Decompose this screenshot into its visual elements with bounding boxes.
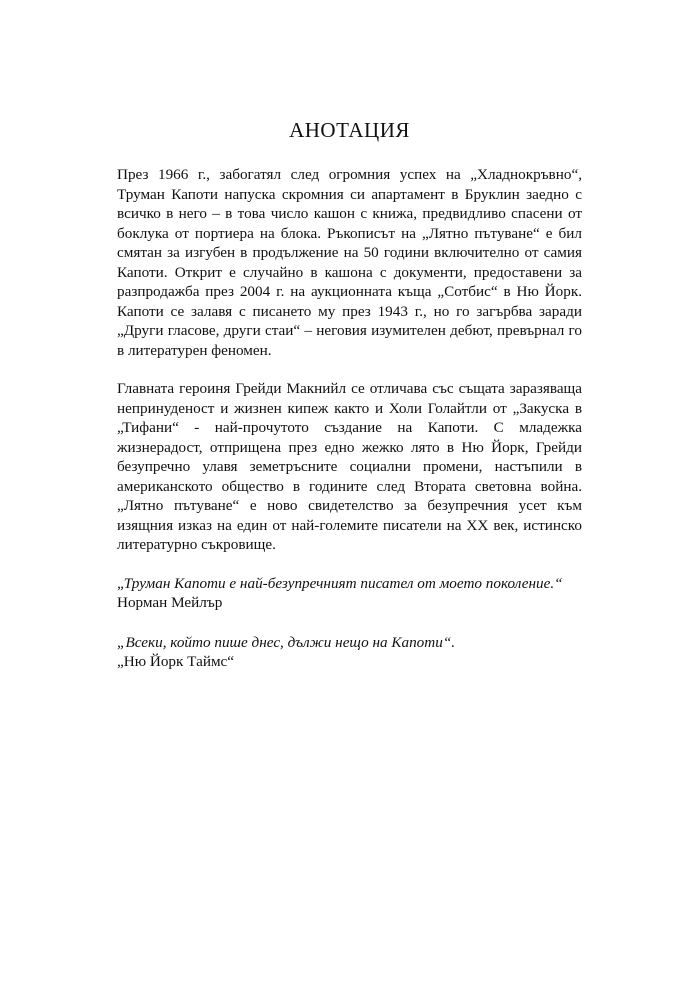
page-title: АНОТАЦИЯ (289, 118, 410, 142)
paragraph-history: През 1966 г., забогатял след огромния успех на „Хладнокръвно“, Труман Капоти напуска скромния си апартамент в Бруклин заедно с всичко в него – в това число кашон с книжа, предвидливо спасени от боклука от портиера на блока. Ръкописът на „Лятно пътуване“ е бил смятан за изгубен в продължение на 50 години включително от самия Капоти. Открит е случайно в кашона с документи, предоставени за разпродажба през 2004 г. на аукционната къща „Сотбис“ в Ню Йорк. Капоти се залавя с писането му през 1943 г., но го загърбва заради „Други гласове, други стаи“ – неговия изумителен дебют, превърнал го в литературен феномен. (117, 166, 582, 359)
quote-mailer (117, 574, 582, 613)
quote-nytimes (117, 633, 582, 672)
quote-author: Норман Мейлър (117, 594, 223, 611)
quote-text: „Труман Капоти е най-безупречният писател от моето поколение.“ (117, 574, 563, 592)
quote-text: „Всеки, който пише днес, дължи нещо на Капоти“. (117, 633, 456, 651)
paragraph-heroine: Главната героиня Грейди Макнийл се отличава със същата заразяваща непринуденост и жизнен кипеж както и Холи Голайтли от „Закуска в „Тифани“ - най-прочутото създание на Капоти. С младежка жизнерадост, отприщена през едно жежко лято в Ню Йорк, Грейди безупречно улавя земетръсните социални промени, настъпили в американското общество в годините след Втората световна война. „Лятно пътуване“ е ново свидетелство за безупречния усет към изящния изказ на един от най-големите писатели на XX век, истинско литературно съкровище. (117, 380, 582, 553)
quote-author: „Ню Йорк Таймс“ (117, 653, 235, 670)
annotation-page (117, 118, 582, 692)
